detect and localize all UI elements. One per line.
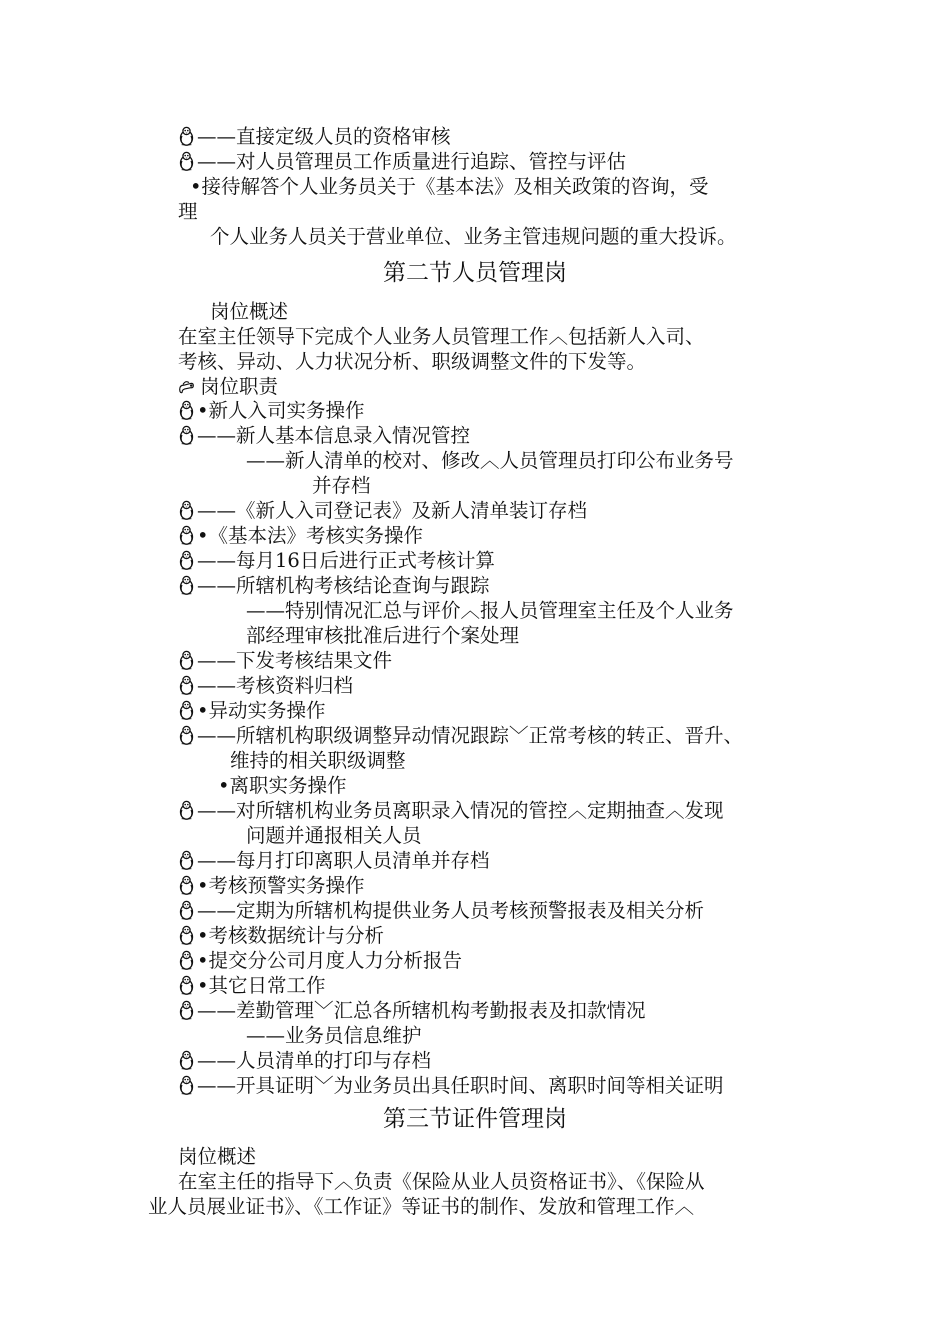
- line-text: 个人业务人员关于营业单位、业务主管违规问题的重大投诉。: [210, 225, 737, 248]
- line-text: ——《新人入司登记表》及新人清单装订存档: [197, 499, 588, 522]
- text-line: [178, 324, 705, 349]
- line-text: 在室主任领导下完成个人业务人员管理工作︿包括新人入司、: [178, 325, 705, 348]
- text-line: [230, 748, 406, 773]
- penguin-icon: [178, 850, 195, 870]
- text-line: [178, 798, 724, 823]
- line-text: ——每月16日后进行正式考核计算: [197, 549, 495, 572]
- line-text: ——直接定级人员的资格审核: [197, 125, 451, 148]
- text-line: [246, 598, 734, 623]
- penguin-icon: [178, 725, 195, 745]
- line-text: •接待解答个人业务员关于《基本法》及相关政策的咨询，受: [190, 175, 709, 198]
- text-line: [210, 224, 737, 249]
- scroll-icon: [178, 376, 198, 396]
- penguin-icon: [178, 700, 195, 720]
- line-text: ——特别情况汇总与评价︿报人员管理室主任及个人业务: [246, 599, 734, 622]
- text-line: [312, 473, 371, 498]
- text-line: [178, 973, 326, 998]
- line-text: •考核数据统计与分析: [197, 924, 385, 947]
- line-text: •《基本法》考核实务操作: [197, 524, 424, 547]
- text-line: [178, 648, 392, 673]
- text-line: [210, 299, 288, 324]
- penguin-icon: [178, 500, 195, 520]
- penguin-icon: [178, 1075, 195, 1095]
- text-line: [178, 998, 646, 1023]
- line-text: ——下发考核结果文件: [197, 649, 393, 672]
- penguin-icon: [178, 675, 195, 695]
- text-line: [246, 623, 519, 648]
- line-text: ——人员清单的打印与存档: [197, 1049, 432, 1072]
- text-line: [178, 673, 353, 698]
- line-text: 问题并通报相关人员: [246, 824, 422, 847]
- line-text: ——定期为所辖机构提供业务人员考核预警报表及相关分析: [197, 899, 705, 922]
- text-line: [178, 873, 365, 898]
- penguin-icon: [178, 900, 195, 920]
- section-heading: [0, 1104, 950, 1134]
- text-line: [178, 498, 587, 523]
- text-line: [178, 199, 198, 224]
- text-line: [178, 723, 743, 748]
- penguin-icon: [178, 126, 195, 146]
- text-line: [178, 349, 646, 374]
- text-line: [190, 174, 709, 199]
- line-text: ——差勤管理﹀汇总各所辖机构考勤报表及扣款情况: [197, 999, 646, 1022]
- text-line: [246, 823, 422, 848]
- penguin-icon: [178, 975, 195, 995]
- line-text: 第三节证件管理岗: [383, 1106, 567, 1132]
- text-line: [178, 548, 495, 573]
- text-line: [178, 423, 470, 448]
- text-line: [178, 1048, 431, 1073]
- line-text: 维持的相关职级调整: [230, 749, 406, 772]
- penguin-icon: [178, 1000, 195, 1020]
- text-line: [178, 1169, 705, 1194]
- line-text: ——对人员管理员工作质量进行追踪、管控与评估: [197, 150, 627, 173]
- line-text: •提交分公司月度人力分析报告: [197, 949, 463, 972]
- line-text: ——所辖机构考核结论查询与跟踪: [197, 574, 490, 597]
- line-text: 岗位概述: [178, 1145, 257, 1168]
- penguin-icon: [178, 950, 195, 970]
- section-heading: [0, 258, 950, 288]
- text-line: [178, 374, 278, 399]
- line-text: •离职实务操作: [218, 774, 347, 797]
- text-line: [178, 124, 451, 149]
- line-text: 在室主任的指导下︿负责《保险从业人员资格证书》、《保险从: [178, 1170, 705, 1193]
- penguin-icon: [178, 425, 195, 445]
- line-text: •新人入司实务操作: [197, 399, 365, 422]
- line-text: •异动实务操作: [197, 699, 326, 722]
- line-text: ——开具证明﹀为业务员出具任职时间、离职时间等相关证明: [197, 1074, 724, 1097]
- text-line: [178, 398, 365, 423]
- line-text: ——考核资料归档: [197, 674, 354, 697]
- line-text: ——业务员信息维护: [246, 1024, 422, 1047]
- text-line: [178, 149, 626, 174]
- penguin-icon: [178, 1050, 195, 1070]
- penguin-icon: [178, 650, 195, 670]
- penguin-icon: [178, 925, 195, 945]
- line-text: 理: [178, 200, 198, 223]
- line-text: 考核、异动、人力状况分析、职级调整文件的下发等。: [178, 350, 647, 373]
- line-text: 岗位职责: [200, 375, 279, 398]
- penguin-icon: [178, 550, 195, 570]
- penguin-icon: [178, 400, 195, 420]
- text-line: [218, 773, 347, 798]
- penguin-icon: [178, 800, 195, 820]
- penguin-icon: [178, 525, 195, 545]
- line-text: 岗位概述: [210, 300, 289, 323]
- text-line: [246, 1023, 422, 1048]
- line-text: ——每月打印离职人员清单并存档: [197, 849, 490, 872]
- line-text: •其它日常工作: [197, 974, 326, 997]
- text-line: [178, 923, 384, 948]
- text-line: [178, 523, 423, 548]
- line-text: 并存档: [312, 474, 371, 497]
- text-line: [178, 1144, 256, 1169]
- line-text: ——所辖机构职级调整异动情况跟踪﹀正常考核的转正、晋升、: [197, 724, 744, 747]
- penguin-icon: [178, 875, 195, 895]
- text-line: [246, 448, 734, 473]
- text-line: [178, 1073, 724, 1098]
- text-line: [178, 898, 704, 923]
- line-text: 第二节人员管理岗: [383, 260, 567, 286]
- text-line: [178, 573, 490, 598]
- penguin-icon: [178, 151, 195, 171]
- text-line: [148, 1194, 694, 1219]
- line-text: ——新人基本信息录入情况管控: [197, 424, 471, 447]
- text-line: [178, 848, 490, 873]
- line-text: 部经理审核批准后进行个案处理: [246, 624, 520, 647]
- line-text: ——对所辖机构业务员离职录入情况的管控︿定期抽查︿发现: [197, 799, 724, 822]
- line-text: 业人员展业证书》、《工作证》等证书的制作、发放和管理工作︿: [148, 1195, 695, 1218]
- text-line: [178, 948, 462, 973]
- text-line: [178, 698, 326, 723]
- line-text: •考核预警实务操作: [197, 874, 365, 897]
- penguin-icon: [178, 575, 195, 595]
- line-text: ——新人清单的校对、修改︿人员管理员打印公布业务号: [246, 449, 734, 472]
